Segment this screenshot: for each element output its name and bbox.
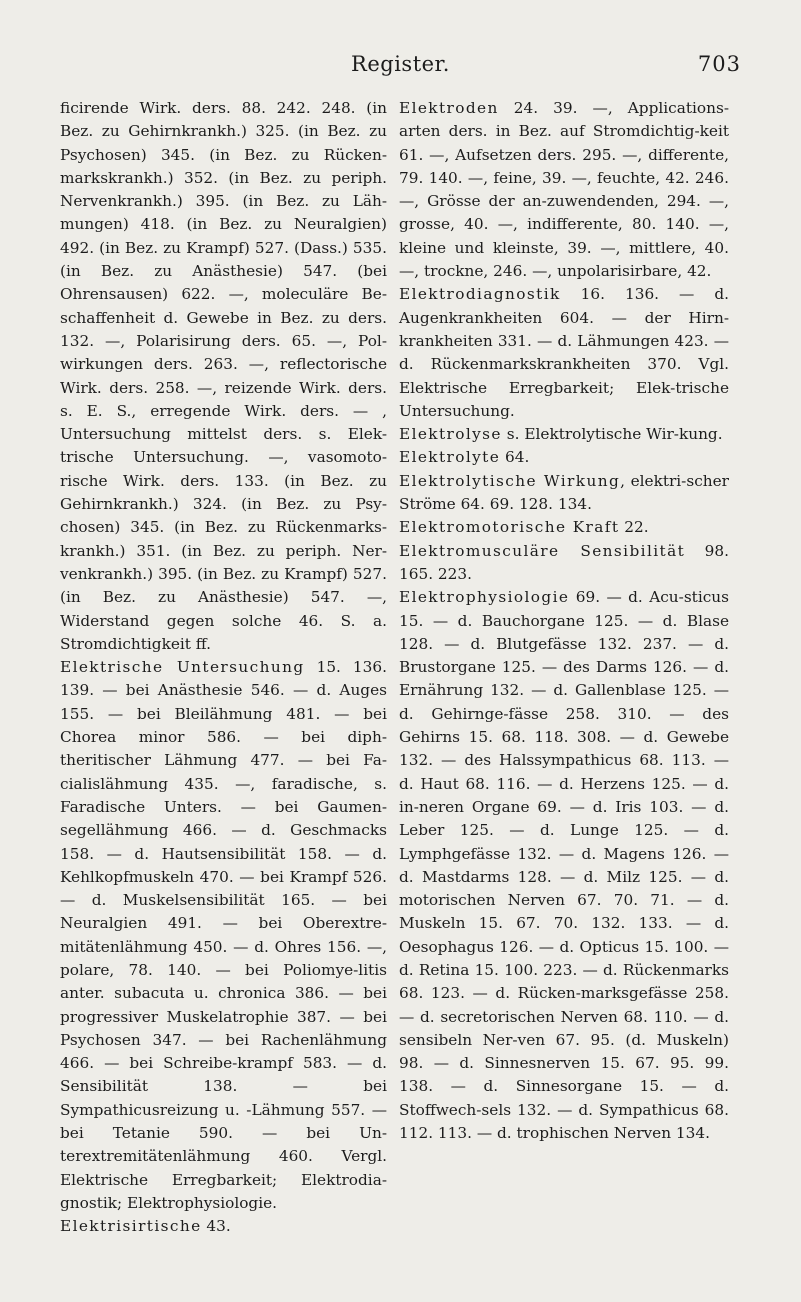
- entry-heading: Elektrodiagnostik: [399, 285, 561, 304]
- index-entry: [399, 516, 729, 539]
- entry-text: 64.: [500, 448, 530, 467]
- entry-text: 16. 136. — d. Augenkrankheiten 604. — der Hirn-krankheiten 331. — d. Lähmungen 423. — d. Rückenmarkskrankheiten 370. Vgl. Elektrische Erregbarkeit; Elek-trische Untersuchung.: [399, 285, 729, 420]
- entry-heading: Elektroden: [399, 99, 499, 117]
- entry-heading: Elektrolytische Wirkung: [399, 471, 621, 490]
- index-entry: [399, 470, 729, 517]
- index-entry: [399, 446, 729, 469]
- entry-heading: Elektrophysiologie: [399, 588, 570, 607]
- entry-text: s. Elektrolytische Wir-kung.: [501, 425, 723, 444]
- index-column-right: [399, 97, 729, 1145]
- entry-text: ficirende Wirk. ders. 88. 242. 248. (in Bez. zu Gehirnkrankh.) 325. (in Bez. zu Psychosen) 345. (in Bez. zu Rücken-markskrankh.) 352. (in Bez. zu periph. Nervenkrankh.) 395. (in Bez. zu Läh-mungen) 418. (in Bez. zu Neuralgien) 492. (in Bez. zu Krampf) 527. (Dass.) 535. (in Bez. zu Anästhesie) 547. (bei Ohrensausen) 622. —, moleculäre Be-schaffenheit d. Gewebe in Bez. zu ders. 132. —, Polarisirung ders. 65. —, Pol-wirkungen ders. 263. —, reflectorische Wirk. ders. 258. —, reizende Wirk. ders. s. E. S., erregende Wirk. ders. — , Untersuchung mittelst ders. s. Elek-trische Untersuchung. —, vasomoto-rische Wirk. ders. 133. (in Bez. zu Gehirnkrankh.) 324. (in Bez. zu Psy-chosen) 345. (in Bez. zu Rückenmarks-krankh.) 351. (in Bez. zu periph. Ner-venkrankh.) 395. (in Bez. zu Krampf) 527. (in Bez. zu Anästhesie) 547. —, Widerstand gegen solche 46. S. a. Stromdichtigkeit ff.: [60, 99, 387, 653]
- page-header: [60, 52, 741, 84]
- index-entry: [399, 540, 729, 587]
- entry-text: 22.: [619, 518, 649, 537]
- entry-heading: Elektromotorische Kraft: [399, 518, 620, 537]
- entry-heading: Elektrisirtische: [60, 1217, 202, 1236]
- index-entry: [60, 97, 387, 656]
- entry-text: 24. 39. —, Applications-arten ders. in Bez. auf Stromdichtig-keit 61. —, Aufsetzen ders. 295. —, differente, 79. 140. —, feine, 39. —, feuchte, 42. 246. —, Grösse der an-zuwendenden, 294. —, grosse, 40. —, indifferente, 80. 140. —, kleine und kleinste, 39. —, mittlere, 40. —, trockne, 246. —, unpolarisirbare, 42.: [399, 99, 729, 281]
- entry-text: , elektri-scher Ströme 64. 69. 128. 134.: [399, 471, 729, 514]
- index-entry: [399, 423, 729, 446]
- entry-text: 15. 136. 139. — bei Anästhesie 546. — d. Auges 155. — bei Bleilähmung 481. — bei Chorea minor 586. — bei diph-theritischer Lähmung 477. — bei Fa-cialislähmung 435. —, faradische, s. Faradische Unters. — bei Gaumen-segellähmung 466. — d. Geschmacks 158. — d. Hautsensibilität 158. — d. Kehlkopfmuskeln 470. — bei Krampf 526. — d. Muskelsensibilität 165. — bei Neuralgien 491. — bei Oberextre-mitätenlähmung 450. — d. Ohres 156. —, polare, 78. 140. — bei Poliomye-litis anter. subacuta u. chronica 386. — bei progressiver Muskelatrophie 387. — bei Psychosen 347. — bei Rachenlähmung 466. — bei Schreibe-krampf 583. — d. Sensibilität 138. — bei Sympathicusreizung u. -Lähmung 557. — bei Tetanie 590. — bei Un-terextremitätenlähmung 460. Vergl. Elektrische Erregbarkeit; Elektrodia-gnostik; Elektrophysiologie.: [60, 658, 387, 1212]
- entry-text: 69. — d. Acu-sticus 15. — d. Bauchorgane 125. — d. Blase 128. — d. Blutgefässe 132. 237. — d. Brustorgane 125. — des Darms 126. — d. Ernährung 132. — d. Gallenblase 125. — d. Gehirnge-fässe 258. 310. — des Gehirns 15. 68. 118. 308. — d. Gewebe 132. — des Halssympathicus 68. 113. — d. Haut 68. 116. — d. Herzens 125. — d. in-neren Organe 69. — d. Iris 103. — d. Leber 125. — d. Lunge 125. — d. Lymphgefässe 132. — d. Magens 126. — d. Mastdarms 128. — d. Milz 125. — d. motorischen Nerven 67. 70. 71. — d. Muskeln 15. 67. 70. 132. 133. — d. Oesophagus 126. — d. Opticus 15. 100. — d. Retina 15. 100. 223. — d. Rückenmarks 68. 123. — d. Rücken-marksgefässe 258. — d. secretorischen Nerven 68. 110. — d. sensibeln Ner-ven 67. 95. (d. Muskeln) 98. — d. Sinnesnerven 15. 67. 95. 99. 138. — d. Sinnesorgane 15. — d. Stoffwech-sels 132. — d. Sympathicus 68. 112. 113. — d. trophischen Nerven 134.: [399, 588, 729, 1143]
- entry-text: 43.: [201, 1217, 231, 1236]
- entry-text: 98. 165. 223.: [399, 541, 729, 583]
- index-column-left: [60, 97, 387, 1239]
- entry-heading: Elektromusculäre Sensibilität: [399, 541, 686, 560]
- index-entry: [60, 1215, 387, 1238]
- index-entry: [60, 656, 387, 1215]
- entry-heading: Elektrolyte: [399, 448, 501, 467]
- index-entry: [399, 586, 729, 1145]
- page-number: 703: [697, 52, 741, 76]
- index-entry: [399, 283, 729, 423]
- entry-heading: Elektrolyse: [399, 425, 502, 444]
- entry-heading: Elektrische Untersuchung: [60, 658, 305, 677]
- index-entry: [399, 97, 729, 283]
- running-head: Register.: [351, 52, 450, 76]
